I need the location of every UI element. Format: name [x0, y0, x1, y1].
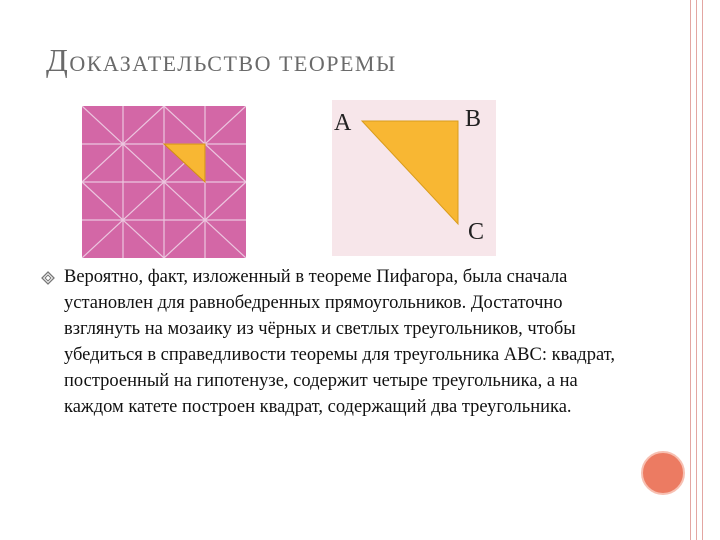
- decor-rail-mid: [696, 0, 697, 540]
- vertex-label-a: A: [334, 110, 352, 136]
- vertex-label-c: C: [468, 219, 485, 245]
- title-rest: ОКАЗАТЕЛЬСТВО ТЕОРЕМЫ: [69, 51, 397, 76]
- title-first-letter: Д: [46, 42, 70, 78]
- mosaic-grid-lines: [82, 106, 246, 258]
- slide-title: [46, 40, 397, 84]
- decor-rail-left: [690, 0, 691, 540]
- triangle-mosaic-image: [82, 106, 246, 258]
- slide-body-text: Вероятно, факт, изложенный в теореме Пифагора, была сначала установлен для равнобедренных прямоугольников. Достаточно взглянуть на мозаику из чёрных и светлых треугольников, чтобы убедиться в справедливости теоремы для треугольника ABC: квадрат, построенный на гипотенузе, содержит четыре треугольника, а на каждом катете построен квадрат, содержащий два треугольника.: [64, 267, 615, 417]
- vertex-label-b: B: [465, 106, 482, 132]
- decor-rail-right: [702, 0, 703, 540]
- circle-icon: [640, 450, 686, 496]
- diamond-outline-icon: [41, 271, 55, 285]
